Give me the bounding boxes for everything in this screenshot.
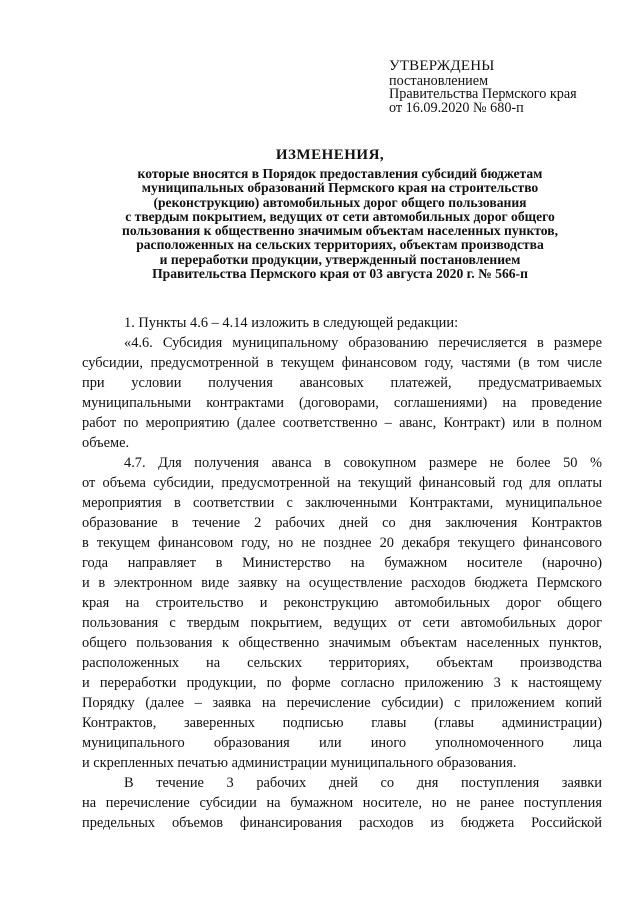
document-subtitle	[92, 167, 588, 281]
body-line: и в электронном виде заявку на осуществление расходов бюджета Пермского	[82, 575, 602, 591]
body-line: при условии получения авансовых платежей, предусматриваемых	[82, 375, 602, 391]
body-line: «4.6. Субсидия муниципальному образованию перечисляется в размере	[124, 335, 602, 351]
approval-heading: УТВЕРЖДЕНЫ	[389, 58, 495, 74]
body-line: года направляет в Министерство на бумажном носителе (нарочно)	[82, 555, 602, 571]
body-line: субсидии, предусмотренной в текущем финансовом году, частями (в том числе	[82, 355, 602, 371]
body-line: работ по мероприятию (далее соответственно – аванс, Контракт) или в полном	[82, 415, 602, 431]
body-line: от объема субсидии, предусмотренной на текущий финансовый год для оплаты	[82, 475, 602, 491]
body-line: 4.7. Для получения аванса в совокупном размере не более 50 %	[124, 455, 602, 471]
subtitle-line: которые вносятся в Порядок предоставления субсидий бюджетам	[137, 166, 543, 181]
body-line: в текущем финансовом году, но не позднее 20 декабря текущего финансового	[82, 535, 602, 551]
subtitle-line: и переработки продукции, утвержденный постановлением	[159, 251, 521, 267]
approval-line: постановлением	[389, 73, 489, 89]
body-line: предельных объемов финансирования расходов из бюджета Российской	[82, 815, 602, 831]
subtitle-line: пользования к общественно значимым объектам населенных пунктов,	[121, 223, 558, 239]
body-line: 1. Пункты 4.6 – 4.14 изложить в следующей редакции:	[124, 315, 459, 331]
body-line: муниципального образования или иного уполномоченного лица	[82, 735, 602, 751]
body-line: Контрактов, заверенных подписью главы (главы администрации)	[82, 715, 602, 731]
body-line: и скрепленных печатью администрации муниципального образования.	[82, 755, 517, 771]
subtitle-line: (реконструкцию) автомобильных дорог общего пользования	[153, 194, 527, 210]
body-line: края на строительство и реконструкцию автомобильных дорог общего	[82, 595, 602, 611]
body-line: расположенных на сельских территориях, объектам производства	[82, 655, 602, 671]
body-line: Порядку (далее – заявка на перечисление субсидии) с приложением копий	[82, 695, 602, 711]
body-line: на перечисление субсидии на бумажном носителе, но не ранее поступления	[82, 795, 602, 811]
body-line: мероприятия в соответствии с заключенными Контрактами, муниципальное	[82, 495, 602, 511]
approval-line: Правительства Пермского края	[389, 86, 577, 103]
subtitle-line: с твердым покрытием, ведущих от сети автомобильных дорог общего	[125, 208, 555, 224]
subtitle-line: Правительства Пермского края от 03 августа 2020 г. № 566-п	[152, 266, 528, 282]
approval-line: от 16.09.2020 № 680-п	[389, 99, 524, 116]
document-body	[82, 313, 602, 833]
body-line: объеме.	[82, 435, 130, 451]
subtitle-line: муниципальных образований Пермского края на строительство	[141, 180, 539, 196]
subtitle-line: расположенных на сельских территориях, объектам производства	[136, 237, 544, 253]
body-line: и переработки продукции, по форме согласно приложению 3 к настоящему	[82, 675, 602, 691]
body-line: общего пользования к общественно значимым объектам населенных пунктов,	[82, 635, 602, 651]
body-line: образование в течение 2 рабочих дней со дня заключения Контрактов	[82, 515, 602, 531]
body-line: пользования с твердым покрытием, ведущих от сети автомобильных дорог	[82, 615, 602, 631]
body-line: В течение 3 рабочих дней со дня поступления заявки	[124, 775, 602, 791]
body-line: муниципальными контрактами (договорами, соглашениями) на проведение	[82, 395, 602, 411]
approval-block	[389, 58, 577, 115]
document-title: ИЗМЕНЕНИЯ,	[275, 147, 385, 163]
